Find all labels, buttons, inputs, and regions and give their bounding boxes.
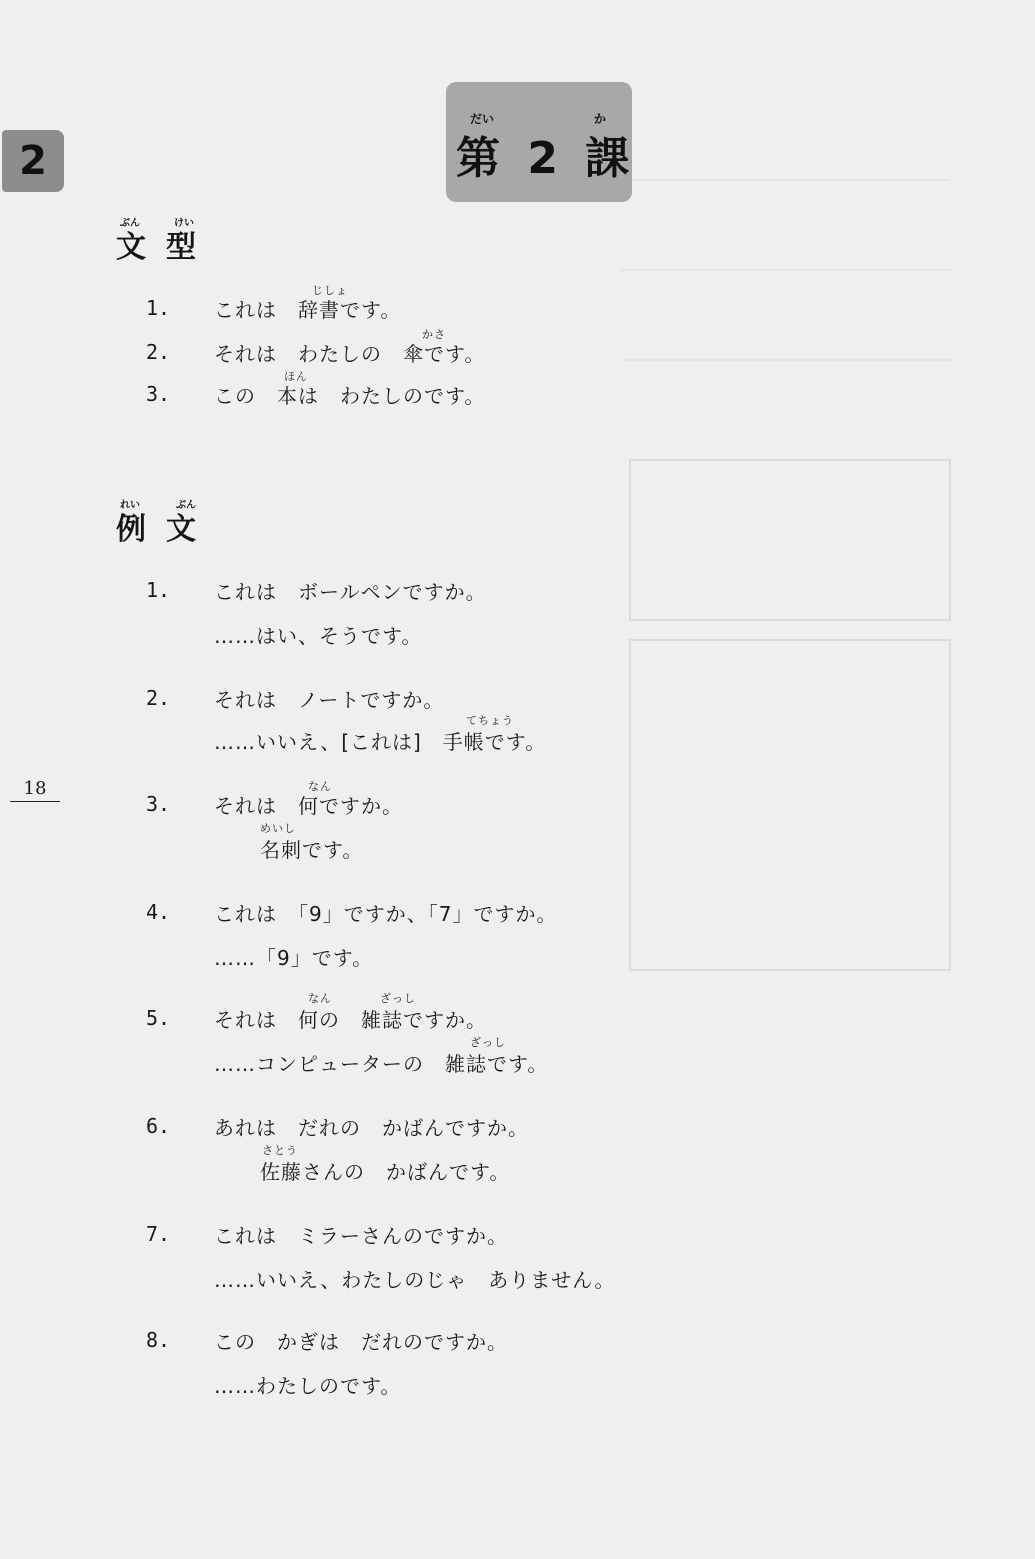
- bunkei-number-1: 1.: [146, 296, 171, 320]
- reibun-number-6: 6.: [146, 1114, 171, 1138]
- reibun-question-2: それは ノートですか。: [214, 688, 445, 712]
- lesson-tab: 2: [2, 130, 64, 192]
- reibun-answer-2: ……いいえ、[これは] 手帳です。: [214, 730, 547, 754]
- reibun-question-7: これは ミラーさんのですか。: [214, 1224, 508, 1248]
- reibun-answer-5: ……コンピューターの 雑誌です。: [214, 1052, 549, 1076]
- reibun-number-2: 2.: [146, 686, 171, 710]
- bunkei-number-2: 2.: [146, 340, 171, 364]
- reibun-number-3: 3.: [146, 792, 171, 816]
- reibun-answer-8: ……わたしのです。: [214, 1374, 402, 1398]
- reibun-question-1: これは ボールペンですか。: [214, 580, 487, 604]
- bunkei-sentence-3: この 本は わたしのです。: [214, 384, 486, 408]
- ruby-jisho: じしょ: [312, 284, 348, 297]
- reibun-answer-1: ……はい、そうです。: [214, 624, 423, 648]
- reibun-number-5: 5.: [146, 1006, 171, 1030]
- reibun-number-4: 4.: [146, 900, 171, 924]
- ruby-hon: ほん: [284, 370, 308, 383]
- reibun-question-5: それは 何の 雑誌ですか。: [214, 1008, 487, 1032]
- reibun-number-7: 7.: [146, 1222, 171, 1246]
- heading-ruby-kei: けい: [174, 218, 194, 229]
- ruby-nan-1: なん: [308, 780, 332, 793]
- show-through-bleed: [620, 120, 960, 1020]
- reibun-question-3: それは 何ですか。: [214, 794, 403, 818]
- ruby-techou: てちょう: [466, 714, 514, 727]
- reibun-answer-6: 佐藤さんの かばんです。: [260, 1160, 511, 1184]
- reibun-question-8: この かぎは だれのですか。: [214, 1330, 508, 1354]
- reibun-question-4: これは 「9」ですか、「7」ですか。: [214, 902, 558, 926]
- ruby-zasshi-2: ざっし: [470, 1036, 506, 1049]
- ruby-satou: さとう: [262, 1144, 298, 1157]
- section-heading-reibun: 例文: [116, 512, 216, 547]
- title-ruby-ka: か: [594, 112, 607, 126]
- ruby-nan-2: なん: [308, 992, 332, 1005]
- heading-ruby-bun: ぶん: [120, 218, 140, 229]
- reibun-number-8: 8.: [146, 1328, 171, 1352]
- heading-ruby-bun2: ぶん: [176, 500, 196, 511]
- section-heading-bunkei: 文型: [116, 230, 216, 265]
- ruby-kasa: かさ: [422, 328, 446, 341]
- reibun-number-1: 1.: [146, 578, 171, 602]
- bunkei-number-3: 3.: [146, 382, 171, 406]
- lesson-title: 第 2 課: [456, 133, 636, 184]
- ruby-meishi: めいし: [260, 822, 296, 835]
- page-number: 18: [10, 778, 60, 802]
- bunkei-sentence-2: それは わたしの 傘です。: [214, 342, 486, 366]
- reibun-answer-3: 名刺です。: [260, 838, 364, 862]
- reibun-question-6: あれは だれの かばんですか。: [214, 1116, 529, 1140]
- bunkei-sentence-1: これは 辞書です。: [214, 298, 402, 322]
- ruby-zasshi-1: ざっし: [380, 992, 416, 1005]
- title-ruby-dai: だい: [470, 112, 495, 126]
- heading-ruby-rei: れい: [120, 500, 140, 511]
- reibun-answer-4: ……「9」です。: [214, 946, 374, 970]
- reibun-answer-7: ……いいえ、わたしのじゃ ありません。: [214, 1268, 616, 1292]
